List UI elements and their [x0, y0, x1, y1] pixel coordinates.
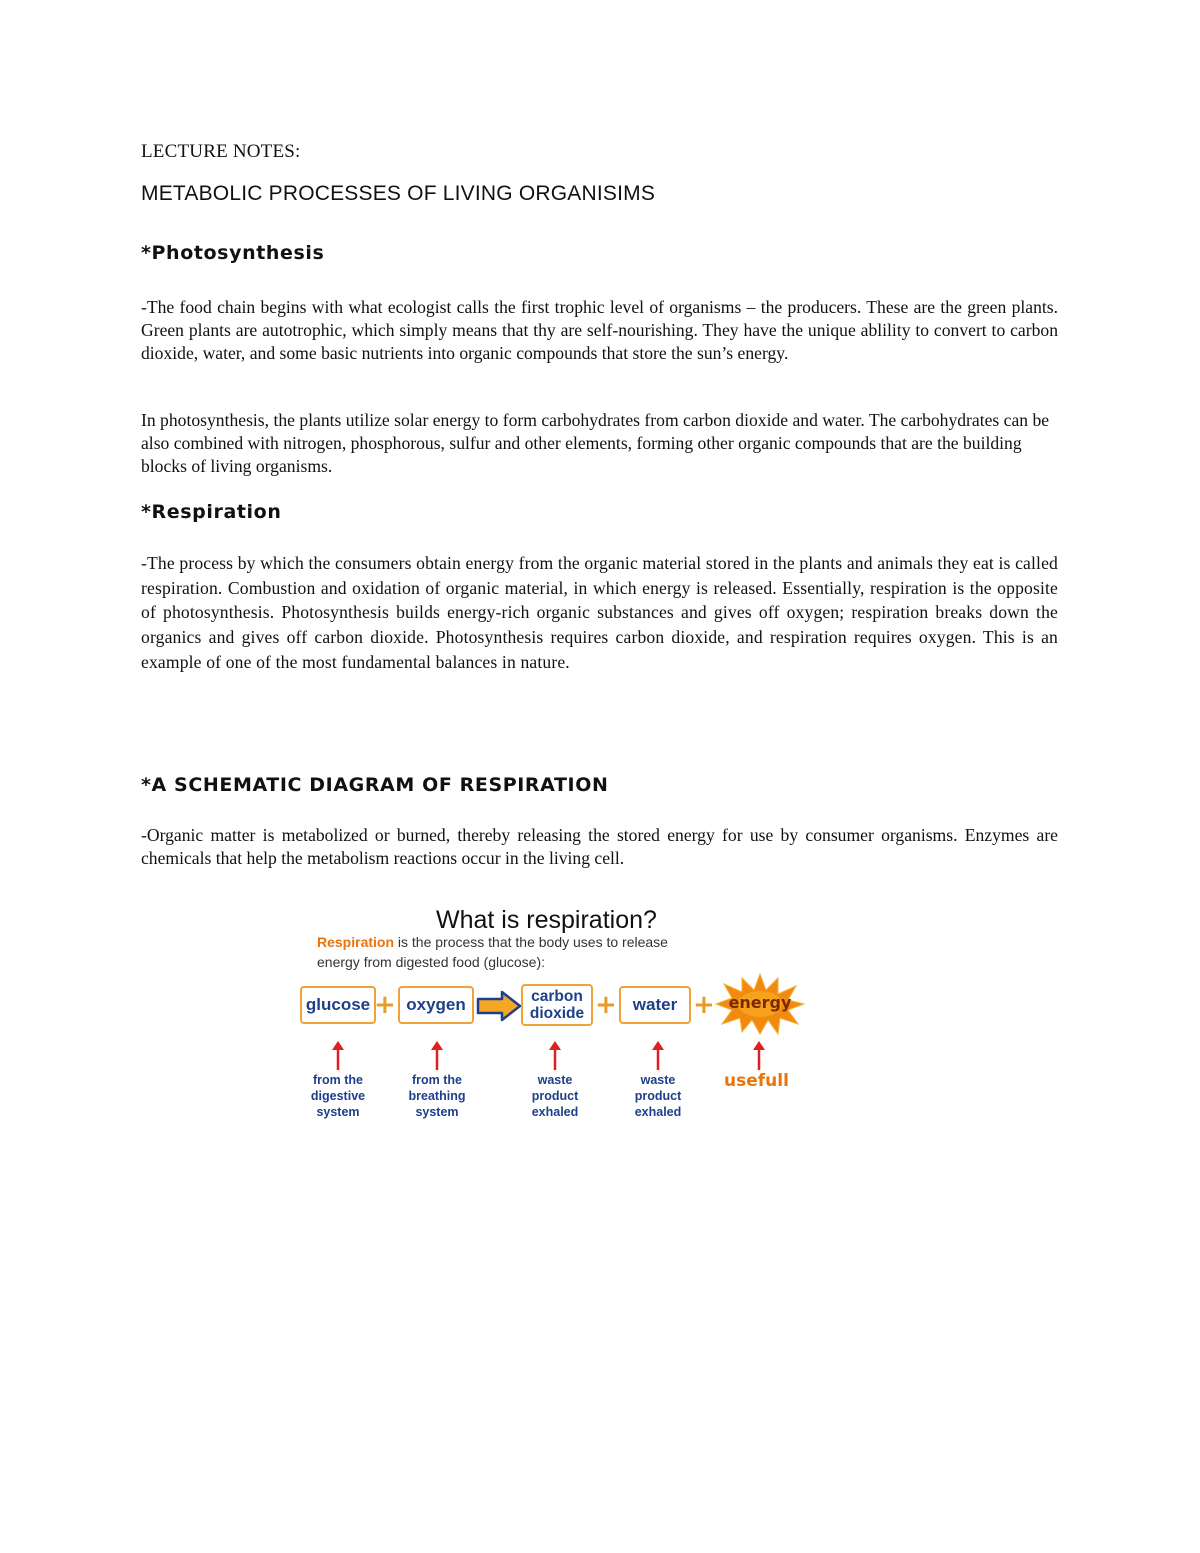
label-line: system — [316, 1105, 360, 1119]
label-water — [613, 1072, 703, 1120]
page-title: METABOLIC PROCESSES OF LIVING ORGANISIMS — [141, 182, 656, 205]
plus-icon: + — [595, 990, 617, 1020]
label-line: exhaled — [531, 1105, 579, 1119]
diagram-subtitle — [317, 932, 668, 972]
up-arrow-icon — [650, 1040, 666, 1072]
label-energy-useful: usefull — [724, 1071, 789, 1091]
heading-respiration: *Respiration — [141, 501, 282, 523]
term-carbon-line1: carbon — [531, 988, 583, 1005]
term-carbon-dioxide — [521, 984, 593, 1026]
respiration-diagram — [296, 900, 816, 1130]
up-arrow-icon — [429, 1040, 445, 1072]
label-line: from the — [313, 1073, 363, 1087]
term-water: water — [619, 986, 691, 1024]
term-carbon-line2: dioxide — [529, 1005, 585, 1022]
label-line: waste — [537, 1073, 573, 1087]
up-arrow-icon — [547, 1040, 563, 1072]
label-line: product — [531, 1089, 579, 1103]
plus-icon: + — [693, 990, 715, 1020]
lecture-label: LECTURE NOTES: — [141, 141, 301, 162]
schematic-paragraph: -Organic matter is metabolized or burned, thereby releasing the stored energy for use by consumer organisms. Enzymes are chemicals that help the metabolism reactions occur in the living cell. — [141, 825, 1058, 868]
label-line: exhaled — [634, 1105, 682, 1119]
label-line: from the — [412, 1073, 462, 1087]
label-line: system — [415, 1105, 459, 1119]
subtitle-rest: is the process that the body uses to release — [394, 934, 668, 950]
heading-photosynthesis: *Photosynthesis — [141, 242, 325, 264]
label-glucose-source — [293, 1072, 383, 1120]
term-oxygen: oxygen — [398, 986, 474, 1024]
diagram-title: What is respiration? — [436, 906, 657, 934]
up-arrow-icon — [751, 1040, 767, 1072]
photosynthesis-paragraph-2: In photosynthesis, the plants utilize solar energy to form carbohydrates from carbon dioxide and water. The carbohydrates can be also combined with nitrogen, phosphorous, sulfur and other elements, forming other organic compounds that are the building blocks of living organisms. — [141, 410, 1050, 476]
label-line: product — [634, 1089, 682, 1103]
label-line: waste — [640, 1073, 676, 1087]
heading-schematic: *A SCHEMATIC DIAGRAM OF RESPIRATION — [141, 774, 609, 796]
subtitle-line2: energy from digested food (glucose): — [317, 954, 546, 970]
term-glucose: glucose — [300, 986, 376, 1024]
label-oxygen-source — [392, 1072, 482, 1120]
up-arrow-icon — [330, 1040, 346, 1072]
right-arrow-icon — [476, 990, 522, 1022]
photosynthesis-paragraph-1: -The food chain begins with what ecologist calls the first trophic level of organisms – the producers. These are the green plants. Green plants are autotrophic, which simply means that thy are self-nourishing. They have the unique ablility to convert to carbon dioxide, water, and some basic nutrients into organic compounds that store the sun’s energy. — [141, 297, 1058, 363]
label-carbon-dioxide — [510, 1072, 600, 1120]
label-line: digestive — [310, 1089, 366, 1103]
plus-icon: + — [374, 990, 396, 1020]
term-energy: energy — [728, 993, 792, 1012]
respiration-paragraph: -The process by which the consumers obtain energy from the organic material stored in the plants and animals they eat is called respiration. Combustion and oxidation of organic material, in which energy is released. Essentially, respiration is the opposite of photosynthesis. Photosynthesis builds energy-rich organic substances and gives off oxygen; respiration breaks down the organics and gives off carbon dioxide. Photosynthesis requires carbon dioxide, and respiration requires oxygen. This is an example of one of the most fundamental balances in nature. — [141, 553, 1058, 672]
subtitle-highlight: Respiration — [317, 934, 395, 950]
label-line: breathing — [408, 1089, 466, 1103]
